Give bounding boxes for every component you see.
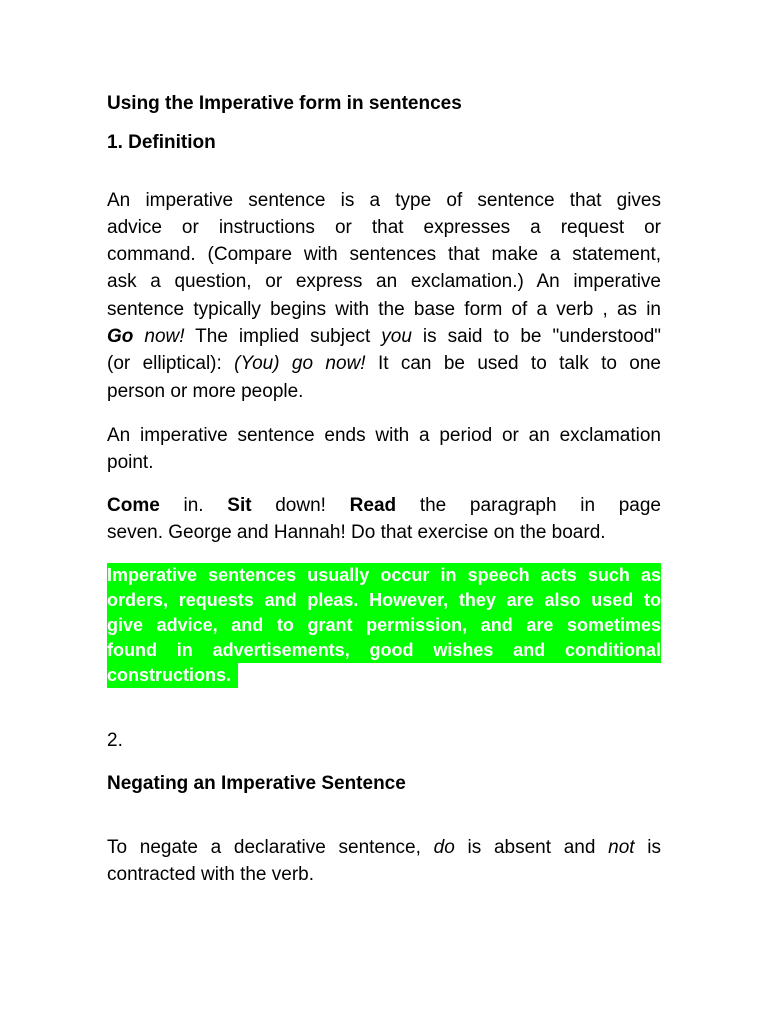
example-come: Come: [107, 495, 160, 516]
paragraph-line: contracted with the verb.: [107, 864, 314, 885]
term-not: not: [608, 837, 635, 858]
text-run: is absent and: [454, 837, 609, 858]
document-title: Using the Imperative form in sentences: [107, 93, 462, 114]
paragraph-line: sentence typically begins with the base form of a verb , as in: [107, 299, 661, 320]
paragraph-line: [107, 836, 661, 860]
text-run: down!: [251, 495, 350, 516]
example-you-go-now: (You) go now!: [234, 353, 366, 374]
example-you: you: [381, 326, 412, 347]
section-heading-definition: 1. Definition: [107, 132, 216, 153]
example-go: Go: [107, 326, 134, 347]
highlighted-line: constructions.: [107, 665, 232, 685]
paragraph-line: advice or instructions or that expresses a request or: [107, 217, 661, 238]
text-run: is said to be "understood": [411, 326, 662, 347]
text-run: It can be used to talk to one: [365, 353, 661, 374]
highlighted-line: give advice, and to grant permission, and are sometimes: [107, 615, 661, 635]
text-run: (or elliptical):: [107, 353, 235, 374]
examples-line: [107, 494, 661, 518]
text-run: The implied subject: [184, 326, 382, 347]
paragraph-line: An imperative sentence is a type of sentence that gives: [107, 190, 661, 211]
text-run: the paragraph in page: [396, 495, 662, 516]
examples-line: seven. George and Hannah! Do that exercise on the board.: [107, 522, 606, 543]
example-read: Read: [349, 495, 397, 516]
highlighted-line: Imperative sentences usually occur in speech acts such as: [107, 565, 661, 585]
paragraph-line: An imperative sentence ends with a period or an exclamation: [107, 425, 661, 446]
section-heading-negating: Negating an Imperative Sentence: [107, 773, 406, 794]
term-do: do: [433, 837, 455, 858]
paragraph-line: command. (Compare with sentences that make a statement,: [107, 244, 661, 265]
paragraph-line: [107, 325, 661, 349]
paragraph-line: [107, 352, 661, 376]
paragraph-line: person or more people.: [107, 381, 304, 402]
text-run: in.: [159, 495, 228, 516]
section-number: 2.: [107, 730, 123, 751]
text-run: is: [634, 837, 662, 858]
text-run: To negate a declarative sentence,: [107, 837, 434, 858]
example-sit: Sit: [227, 495, 252, 516]
highlighted-line: found in advertisements, good wishes and conditional: [107, 640, 661, 660]
example-now: now!: [133, 326, 185, 347]
paragraph-line: ask a question, or express an exclamation.) An imperative: [107, 271, 661, 292]
highlighted-line: orders, requests and pleas. However, they are also used to: [107, 590, 661, 610]
paragraph-line: point.: [107, 452, 154, 473]
